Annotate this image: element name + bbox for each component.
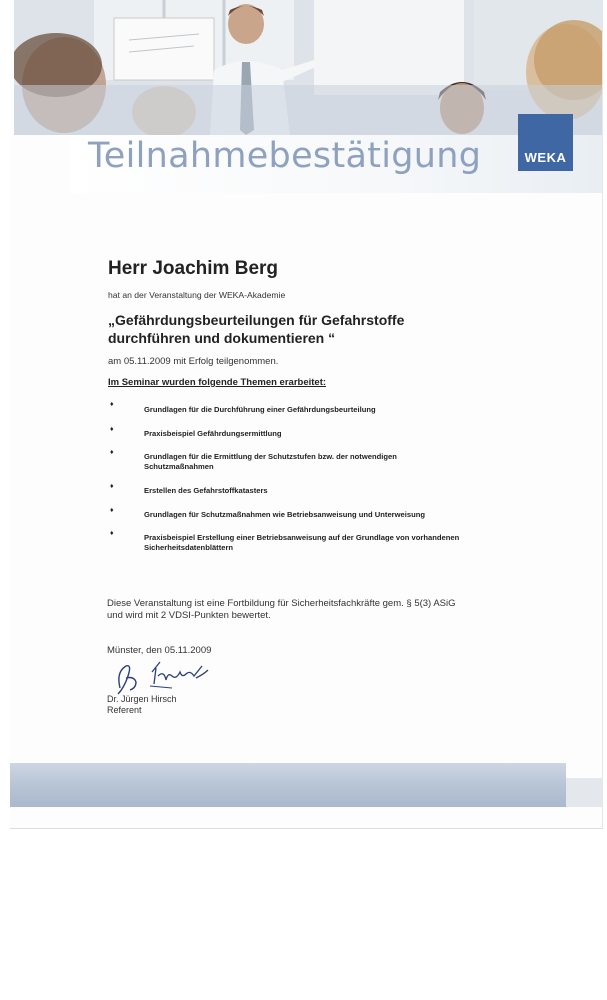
topic-line: Erstellen des Gefahrstoffkatasters <box>144 486 268 495</box>
topics-heading: Im Seminar wurden folgende Themen erarbeitet: <box>108 377 327 388</box>
topic-item <box>144 510 544 520</box>
place-date: Münster, den 05.11.2009 <box>107 645 212 656</box>
footer-band-accent <box>566 778 602 807</box>
topic-line: Praxisbeispiel Erstellung einer Betriebsanweisung auf der Grundlage von vorhandenen <box>144 533 460 542</box>
certificate-page <box>10 0 603 829</box>
course-title <box>108 311 404 347</box>
participation-date: am 05.11.2009 mit Erfolg teilgenommen. <box>108 356 279 367</box>
weka-logo-text: WEKA <box>524 150 567 165</box>
topic-item <box>144 429 544 439</box>
bullet-icon: ♦ <box>110 401 114 408</box>
document-title: Teilnahmebestätigung <box>88 136 482 176</box>
topic-item <box>144 533 544 553</box>
footer-band <box>10 763 566 807</box>
topic-item <box>144 405 544 415</box>
note-line1: Diese Veranstaltung ist eine Fortbildung für Sicherheitsfachkräfte gem. § 5(3) ASiG <box>107 598 456 609</box>
topic-line: Schutzmaßnahmen <box>144 462 214 471</box>
topic-item <box>144 486 544 496</box>
topic-line: Grundlagen für Schutzmaßnahmen wie Betriebsanweisung und Unterweisung <box>144 510 426 519</box>
signer-name: Dr. Jürgen Hirsch <box>107 694 177 704</box>
signature-image <box>112 658 222 698</box>
topic-line: Praxisbeispiel Gefährdungsermittlung <box>144 429 282 438</box>
recipient-name: Herr Joachim Berg <box>108 258 279 279</box>
bullet-icon: ♦ <box>110 507 114 514</box>
seminar-photo-illustration <box>14 0 602 135</box>
event-line: hat an der Veranstaltung der WEKA-Akademie <box>108 290 286 300</box>
signer-role: Referent <box>107 705 142 715</box>
topic-line: Grundlagen für die Ermittlung der Schutzstufen bzw. der notwendigen <box>144 452 397 461</box>
bullet-icon: ♦ <box>110 449 114 456</box>
header-photo <box>14 0 602 135</box>
topic-line: Grundlagen für die Durchführung einer Gefährdungsbeurteilung <box>144 405 376 414</box>
accreditation-note <box>107 598 456 622</box>
topic-line: Sicherheitsdatenblättern <box>144 543 234 552</box>
note-line2: und wird mit 2 VDSI-Punkten bewertet. <box>107 610 271 621</box>
signer-block <box>107 694 177 716</box>
bullet-icon: ♦ <box>110 426 114 433</box>
weka-logo <box>518 114 573 171</box>
course-title-line1: „Gefährdungsbeurteilungen für Gefahrstoffe <box>108 312 405 328</box>
bullet-icon: ♦ <box>110 530 114 537</box>
bullet-icon: ♦ <box>110 483 114 490</box>
course-title-line2: durchführen und dokumentieren “ <box>108 330 336 346</box>
topic-item <box>144 452 544 472</box>
